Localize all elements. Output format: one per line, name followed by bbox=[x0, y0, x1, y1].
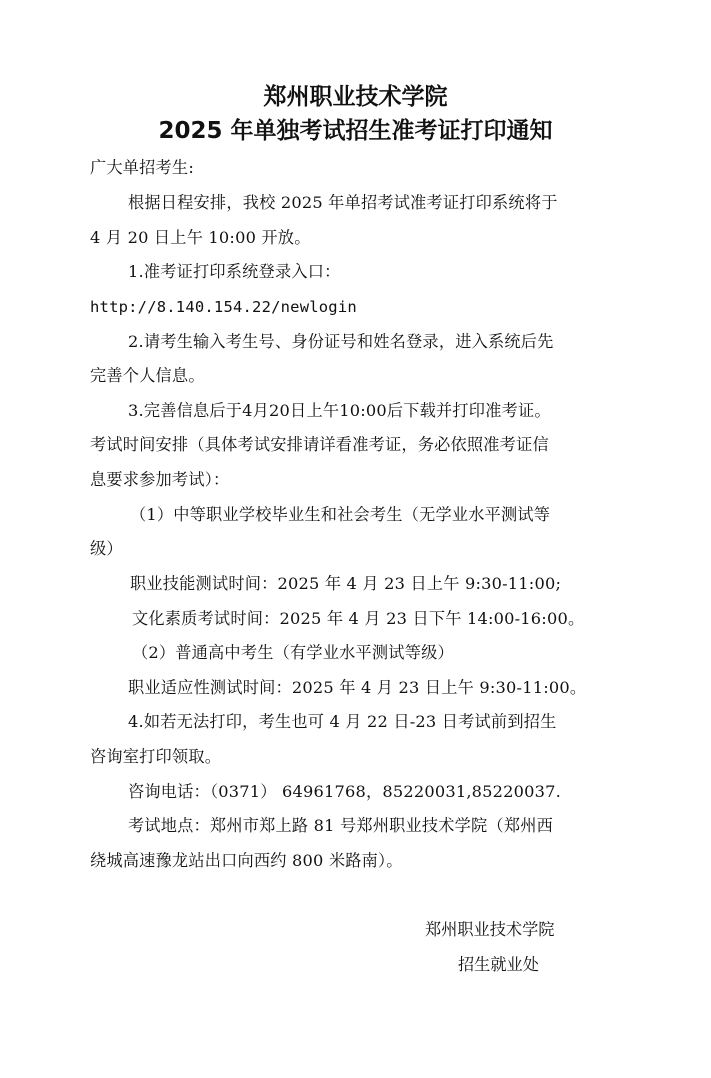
group1-title-line-1: （1）中等职业学校毕业生和社会考生（无学业水平测试等 bbox=[130, 505, 551, 524]
culture-test-time: 文化素质考试时间：2025 年 4 月 23 日下午 14:00-16:00。 bbox=[132, 609, 585, 628]
aptitude-test-time: 职业适应性测试时间：2025 年 4 月 23 日上午 9:30-11:00。 bbox=[128, 678, 587, 697]
login-url-link[interactable]: http://8.140.154.22/newlogin bbox=[90, 298, 357, 316]
step2-line-1: 2.请考生输入考生号、身份证号和姓名登录，进入系统后先 bbox=[128, 332, 554, 351]
intro-line-2: 4 月 20 日上午 10:00 开放。 bbox=[90, 228, 311, 247]
step3: 3.完善信息后于4月20日上午10:00后下载并打印准考证。 bbox=[128, 401, 551, 420]
venue-line-1: 考试地点：郑州市郑上路 81 号郑州职业技术学院（郑州西 bbox=[128, 816, 553, 835]
group1-title-line-2: 级） bbox=[90, 539, 123, 558]
skill-test-time: 职业技能测试时间：2025 年 4 月 23 日上午 9:30-11:00; bbox=[130, 574, 562, 593]
page-title-notice: 2025 年单独考试招生准考证打印通知 bbox=[158, 118, 553, 144]
step2-line-2: 完善个人信息。 bbox=[90, 366, 205, 385]
venue-line-2: 绕城高速豫龙站出口向西约 800 米路南）。 bbox=[90, 851, 403, 870]
intro-line-1: 根据日程安排，我校 2025 年单招考试准考证打印系统将于 bbox=[128, 193, 558, 212]
step4-line-1: 4.如若无法打印，考生也可 4 月 22 日-23 日考试前到招生 bbox=[128, 712, 557, 731]
signature-department: 招生就业处 bbox=[458, 955, 539, 974]
signature-organization: 郑州职业技术学院 bbox=[425, 920, 555, 939]
schedule-line-2: 息要求参加考试）： bbox=[90, 470, 230, 489]
step1-label: 1.准考证打印系统登录入口： bbox=[128, 262, 341, 281]
contact-phone: 咨询电话：（0371） 64961768，85220031,85220037. bbox=[128, 782, 562, 801]
schedule-line-1: 考试时间安排（具体考试安排请详看准考证，务必依照准考证信 bbox=[90, 435, 549, 454]
step4-line-2: 咨询室打印领取。 bbox=[90, 747, 222, 766]
salutation: 广大单招考生: bbox=[90, 158, 194, 177]
group2-title: （2）普通高中考生（有学业水平测试等级） bbox=[132, 643, 454, 662]
page-title-institution: 郑州职业技术学院 bbox=[263, 84, 448, 110]
